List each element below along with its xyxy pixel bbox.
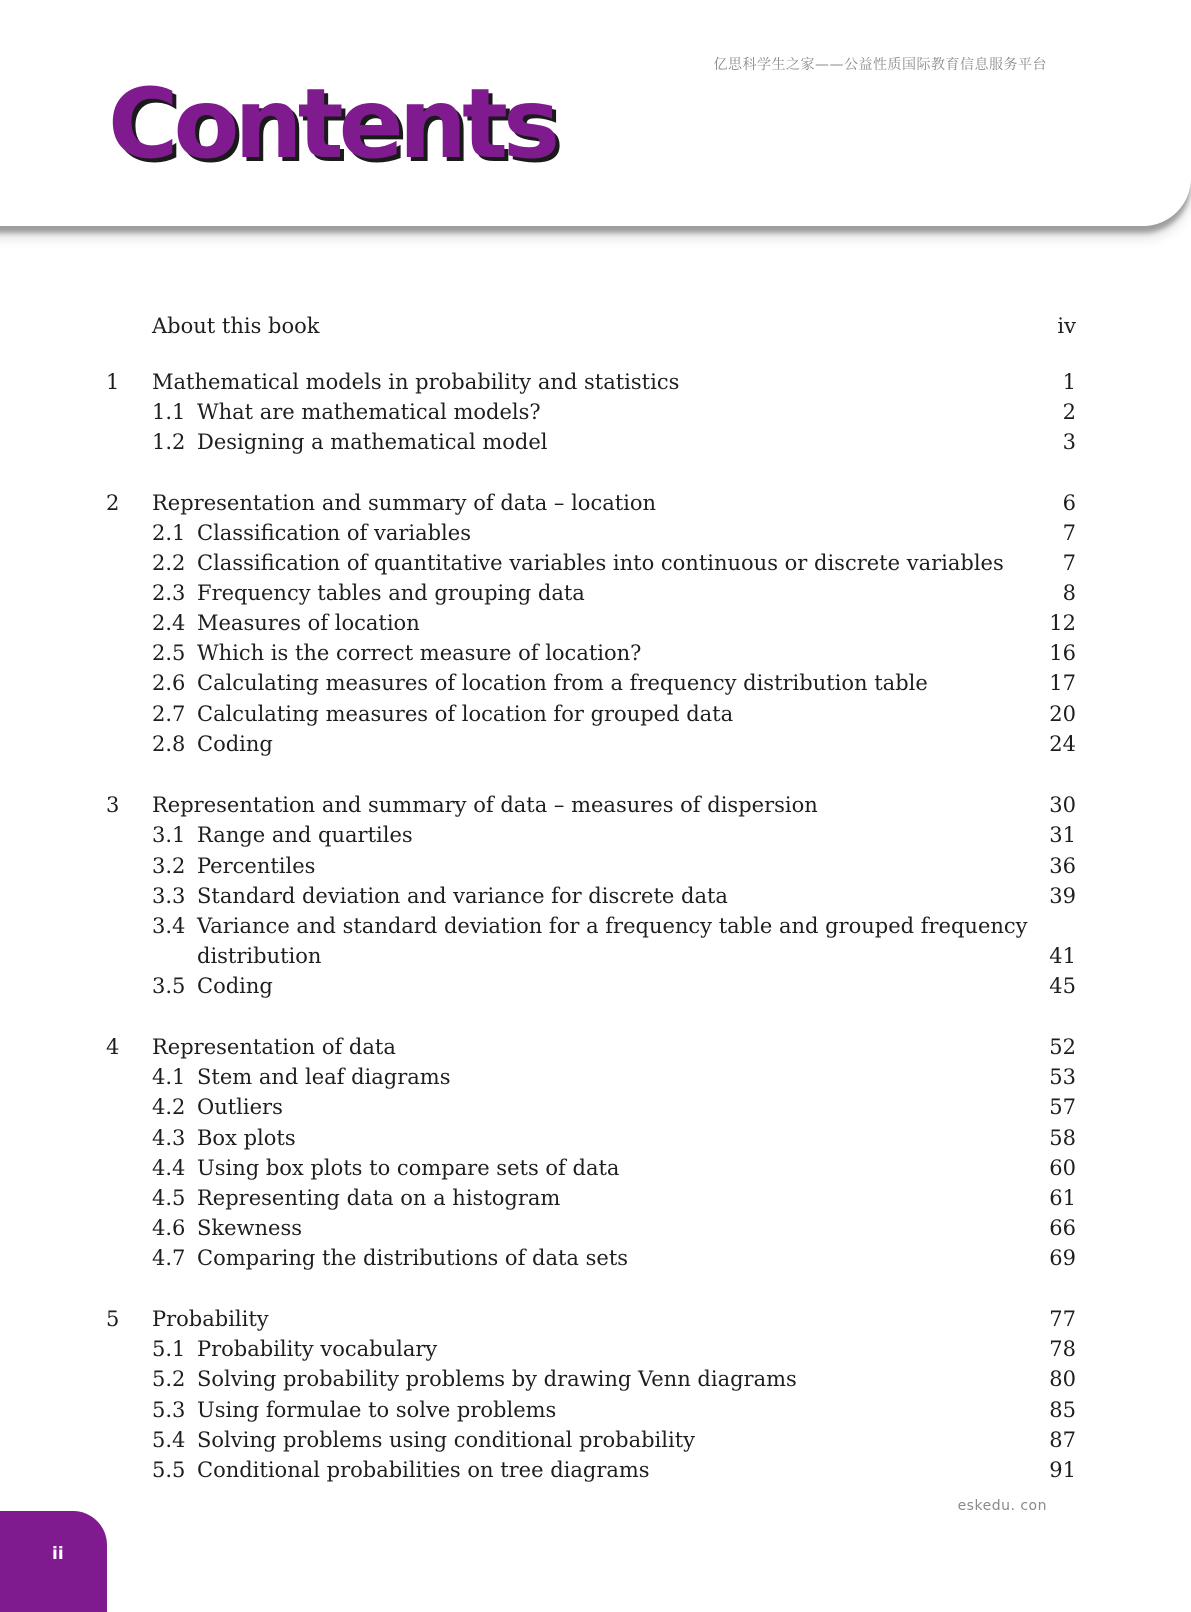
section-title: Which is the correct measure of location? <box>197 641 642 665</box>
chapter-number: 4 <box>106 1035 120 1059</box>
section-title: Conditional probabilities on tree diagrams <box>197 1458 650 1482</box>
section-title: Comparing the distributions of data sets <box>197 1246 629 1270</box>
toc-section[interactable] <box>0 729 1191 759</box>
section-page: 78 <box>1049 1337 1076 1361</box>
section-title: Skewness <box>197 1216 303 1240</box>
section-page: 20 <box>1049 702 1076 726</box>
section-page: 16 <box>1049 641 1076 665</box>
section-title: What are mathematical models? <box>197 400 541 424</box>
section-page: 85 <box>1049 1398 1076 1422</box>
toc-chapter[interactable] <box>0 790 1191 820</box>
section-page: 41 <box>1049 944 1076 968</box>
section-number: 5.1 <box>152 1337 186 1361</box>
section-title: Percentiles <box>197 854 316 878</box>
page-folio: ii <box>52 1544 64 1564</box>
front-matter-page: iv <box>1057 314 1076 338</box>
chapter-title: Mathematical models in probability and statistics <box>152 370 680 394</box>
section-number: 4.4 <box>152 1156 186 1180</box>
toc-section[interactable] <box>0 911 1191 941</box>
section-page: 60 <box>1049 1156 1076 1180</box>
section-number: 3.5 <box>152 974 186 998</box>
section-number: 2.2 <box>152 551 186 575</box>
chapter-title: Representation and summary of data – measures of dispersion <box>152 793 818 817</box>
chapter-page: 30 <box>1049 793 1076 817</box>
section-title: Coding <box>197 974 273 998</box>
chapter-number: 5 <box>106 1307 120 1331</box>
toc-section[interactable] <box>0 397 1191 427</box>
section-number: 3.4 <box>152 914 186 938</box>
toc-chapter[interactable] <box>0 488 1191 518</box>
toc-section[interactable] <box>0 1123 1191 1153</box>
section-page: 7 <box>1062 551 1076 575</box>
chapter-page: 1 <box>1062 370 1076 394</box>
toc-section[interactable] <box>0 1183 1191 1213</box>
section-title: Coding <box>197 732 273 756</box>
section-title: Outliers <box>197 1095 283 1119</box>
section-page: 45 <box>1049 974 1076 998</box>
section-number: 2.7 <box>152 702 186 726</box>
section-page: 57 <box>1049 1095 1076 1119</box>
toc-section[interactable] <box>0 1364 1191 1394</box>
section-page: 39 <box>1049 884 1076 908</box>
section-number: 2.3 <box>152 581 186 605</box>
toc-section[interactable] <box>0 851 1191 881</box>
section-number: 5.4 <box>152 1428 186 1452</box>
section-title: Classification of variables <box>197 521 471 545</box>
section-page: 91 <box>1049 1458 1076 1482</box>
toc-section[interactable] <box>0 638 1191 668</box>
section-page: 24 <box>1049 732 1076 756</box>
section-page: 80 <box>1049 1367 1076 1391</box>
section-title: Calculating measures of location for grouped data <box>197 702 734 726</box>
section-number: 4.7 <box>152 1246 186 1270</box>
section-page: 66 <box>1049 1216 1076 1240</box>
section-title: Using formulae to solve problems <box>197 1398 557 1422</box>
toc-section[interactable] <box>0 1062 1191 1092</box>
section-page: 8 <box>1062 581 1076 605</box>
watermark-bottom: eskedu. con <box>957 1498 1047 1514</box>
section-title: Frequency tables and grouping data <box>197 581 585 605</box>
section-number: 2.8 <box>152 732 186 756</box>
section-title: Measures of location <box>197 611 420 635</box>
chapter-number: 2 <box>106 491 120 515</box>
toc-chapter[interactable] <box>0 1304 1191 1334</box>
toc-section[interactable] <box>0 1153 1191 1183</box>
section-number: 1.2 <box>152 430 186 454</box>
chapter-title: Representation and summary of data – location <box>152 491 657 515</box>
toc-section[interactable] <box>0 518 1191 548</box>
toc-section[interactable] <box>0 699 1191 729</box>
section-page: 2 <box>1062 400 1076 424</box>
section-page: 12 <box>1049 611 1076 635</box>
section-title: Probability vocabulary <box>197 1337 438 1361</box>
toc-section-continuation[interactable] <box>0 941 1191 971</box>
section-number: 2.4 <box>152 611 186 635</box>
section-page: 31 <box>1049 823 1076 847</box>
section-number: 4.2 <box>152 1095 186 1119</box>
toc-section[interactable] <box>0 668 1191 698</box>
section-title: Using box plots to compare sets of data <box>197 1156 620 1180</box>
section-page: 17 <box>1049 671 1076 695</box>
front-matter-title: About this book <box>152 314 320 338</box>
section-page: 69 <box>1049 1246 1076 1270</box>
section-title: Standard deviation and variance for discrete data <box>197 884 728 908</box>
section-page: 3 <box>1062 430 1076 454</box>
chapter-page: 6 <box>1062 491 1076 515</box>
toc-section[interactable] <box>0 881 1191 911</box>
section-title-continuation: distribution <box>197 944 322 968</box>
section-number: 1.1 <box>152 400 186 424</box>
section-title: Variance and standard deviation for a frequency table and grouped frequency <box>197 914 1028 938</box>
section-number: 5.3 <box>152 1398 186 1422</box>
toc-section[interactable] <box>0 608 1191 638</box>
section-number: 4.5 <box>152 1186 186 1210</box>
section-title: Box plots <box>197 1126 296 1150</box>
chapter-number: 1 <box>106 370 120 394</box>
toc-section[interactable] <box>0 971 1191 1001</box>
toc-section[interactable] <box>0 548 1191 578</box>
chapter-page: 77 <box>1049 1307 1076 1331</box>
section-number: 4.1 <box>152 1065 186 1089</box>
chapter-title: Probability <box>152 1307 269 1331</box>
toc-section[interactable] <box>0 1334 1191 1364</box>
chapter-page: 52 <box>1049 1035 1076 1059</box>
section-title: Representing data on a histogram <box>197 1186 561 1210</box>
toc-chapter[interactable] <box>0 367 1191 397</box>
section-number: 2.1 <box>152 521 186 545</box>
toc-section[interactable] <box>0 427 1191 457</box>
section-number: 4.3 <box>152 1126 186 1150</box>
watermark-top: 亿思科学生之家——公益性质国际教育信息服务平台 <box>713 57 1047 73</box>
toc-section[interactable] <box>0 578 1191 608</box>
section-number: 2.6 <box>152 671 186 695</box>
section-number: 2.5 <box>152 641 186 665</box>
section-title: Solving probability problems by drawing Venn diagrams <box>197 1367 797 1391</box>
section-page: 58 <box>1049 1126 1076 1150</box>
page-title: Contents <box>108 68 556 180</box>
section-title: Range and quartiles <box>197 823 413 847</box>
toc-section[interactable] <box>0 1243 1191 1273</box>
section-title: Solving problems using conditional probability <box>197 1428 696 1452</box>
section-page: 36 <box>1049 854 1076 878</box>
chapter-number: 3 <box>106 793 120 817</box>
section-title: Designing a mathematical model <box>197 430 548 454</box>
section-number: 5.5 <box>152 1458 186 1482</box>
toc-front-matter[interactable] <box>0 311 1191 341</box>
toc-section[interactable] <box>0 1455 1191 1485</box>
section-page: 87 <box>1049 1428 1076 1452</box>
section-number: 5.2 <box>152 1367 186 1391</box>
section-number: 4.6 <box>152 1216 186 1240</box>
toc-section[interactable] <box>0 1213 1191 1243</box>
section-number: 3.3 <box>152 884 186 908</box>
section-page: 53 <box>1049 1065 1076 1089</box>
section-number: 3.2 <box>152 854 186 878</box>
section-title: Calculating measures of location from a frequency distribution table <box>197 671 928 695</box>
toc-section[interactable] <box>0 820 1191 850</box>
chapter-title: Representation of data <box>152 1035 396 1059</box>
toc-chapter[interactable] <box>0 1032 1191 1062</box>
section-title: Classification of quantitative variables into continuous or discrete variables <box>197 551 1004 575</box>
toc-section[interactable] <box>0 1092 1191 1122</box>
section-title: Stem and leaf diagrams <box>197 1065 451 1089</box>
toc-section[interactable] <box>0 1395 1191 1425</box>
section-number: 3.1 <box>152 823 186 847</box>
section-page: 7 <box>1062 521 1076 545</box>
section-page: 61 <box>1049 1186 1076 1210</box>
toc-section[interactable] <box>0 1425 1191 1455</box>
